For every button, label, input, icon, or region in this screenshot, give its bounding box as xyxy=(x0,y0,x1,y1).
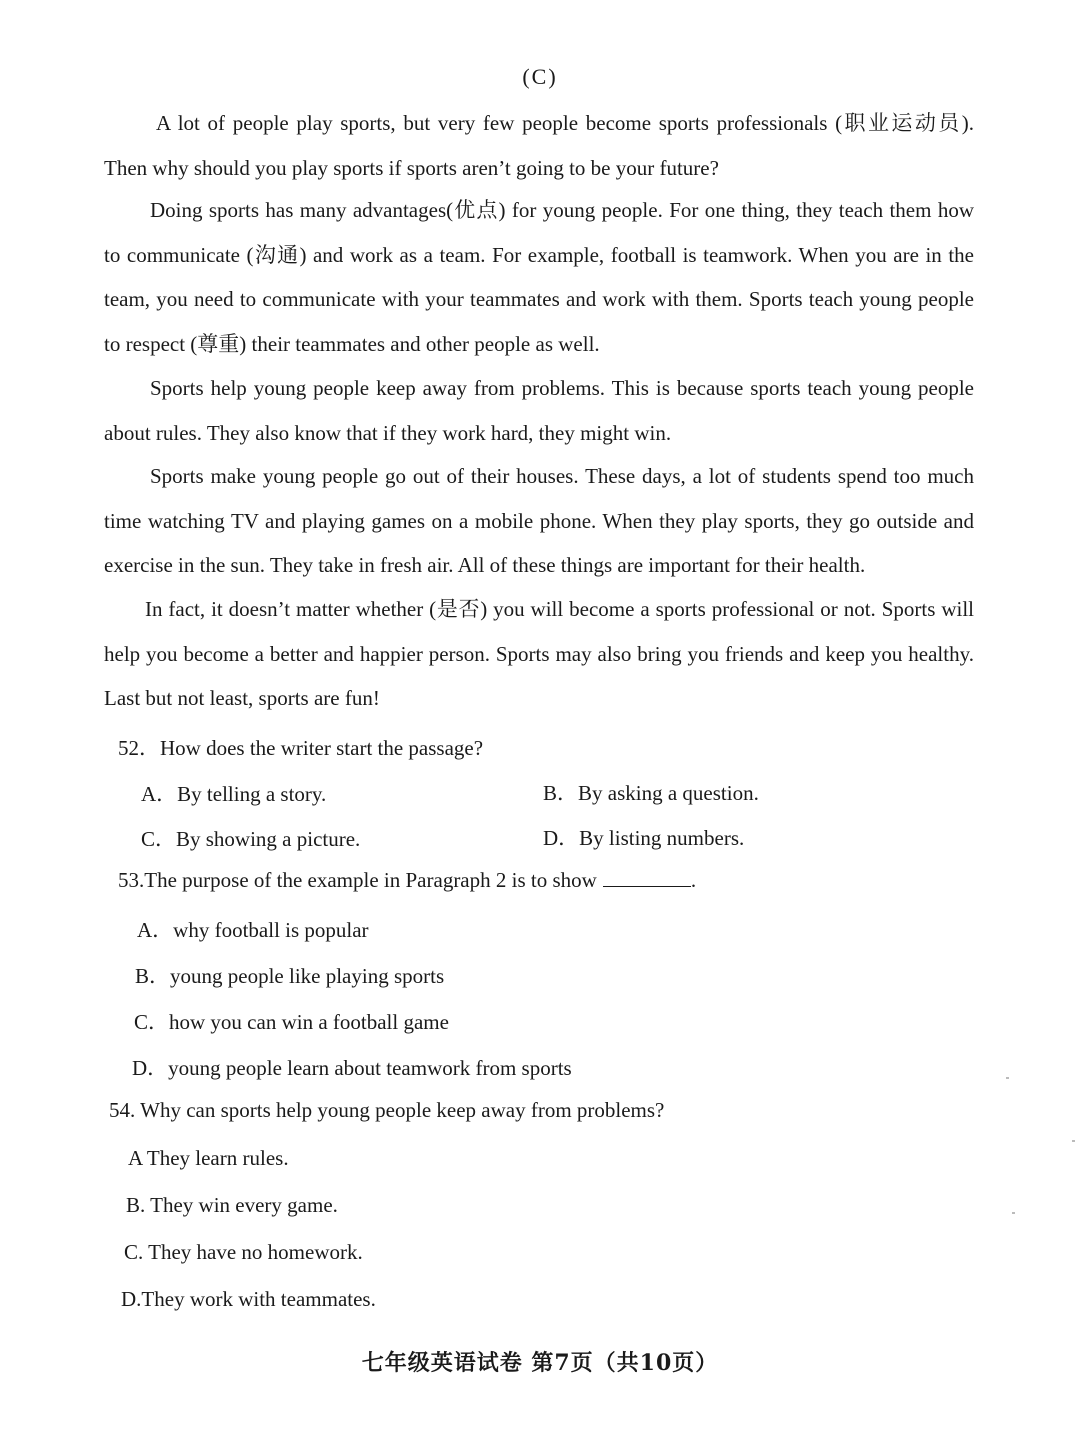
question-54-option-b: B. They win every game. xyxy=(126,1193,338,1217)
scan-speck xyxy=(1006,1077,1009,1079)
passage-paragraph-2: Doing sports has many advantages(优点) for young people. For one thing, they teach them how to communicate (沟通) and work as a team. For example, football is teamwork. When you are in the team, you need to communicate with your teammates and work with them. Sports teach young people to respect (尊重) their teammates and other people as well. xyxy=(104,198,974,356)
passage-paragraph-4: Sports make young people go out of their houses. These days, a lot of students spend too much time watching TV and playing games on a mobile phone. When they play sports, they go outside and exercise in the sun. They take in fresh air. All of these things are important for their health. xyxy=(104,464,974,577)
question-54-stem: 54. Why can sports help young people keep away from problems? xyxy=(109,1098,665,1122)
question-54-option-a: A They learn rules. xyxy=(128,1146,289,1170)
question-52-stem: 52．How does the writer start the passage? xyxy=(118,736,484,760)
question-53-option-d: D．young people learn about teamwork from sports xyxy=(132,1056,572,1080)
question-54-option-d: D.They work with teammates. xyxy=(121,1287,376,1311)
page-footer: 七年级英语试卷 第7页（共10页） xyxy=(361,1350,719,1376)
question-52-option-a: A．By telling a story. xyxy=(141,782,327,806)
question-52-option-d: D．By listing numbers. xyxy=(543,826,745,850)
scan-speck xyxy=(1012,1212,1015,1214)
scan-speck xyxy=(1072,1140,1075,1142)
question-52-option-b: B．By asking a question. xyxy=(543,781,759,805)
question-52-option-c: C．By showing a picture. xyxy=(141,827,361,851)
passage-paragraph-5: In fact, it doesn’t matter whether (是否) you will become a sports professional or not. Sports will help you become a better and happier person. Sports may also bring you friends and keep you healthy. Last but not least, sports are fun! xyxy=(104,597,974,710)
answer-blank xyxy=(603,868,691,887)
section-label: (C) xyxy=(522,64,558,89)
question-53-option-c: C．how you can win a football game xyxy=(134,1010,449,1034)
question-54-option-c: C. They have no homework. xyxy=(124,1240,363,1264)
question-53-stem xyxy=(118,868,696,893)
passage-paragraph-1: A lot of people play sports, but very few people become sports professionals (职业运动员). Then why should you play sports if sports aren’t going to be your future? xyxy=(104,111,974,180)
question-53-option-b: B．young people like playing sports xyxy=(135,964,445,988)
question-53-option-a: A．why football is popular xyxy=(137,918,369,942)
question-53-stem-end: . xyxy=(690,868,697,892)
question-53-stem-text: 53.The purpose of the example in Paragraph 2 is to show xyxy=(118,868,597,892)
passage-paragraph-3: Sports help young people keep away from problems. This is because sports teach young people about rules. They also know that if they work hard, they might win. xyxy=(104,376,974,445)
